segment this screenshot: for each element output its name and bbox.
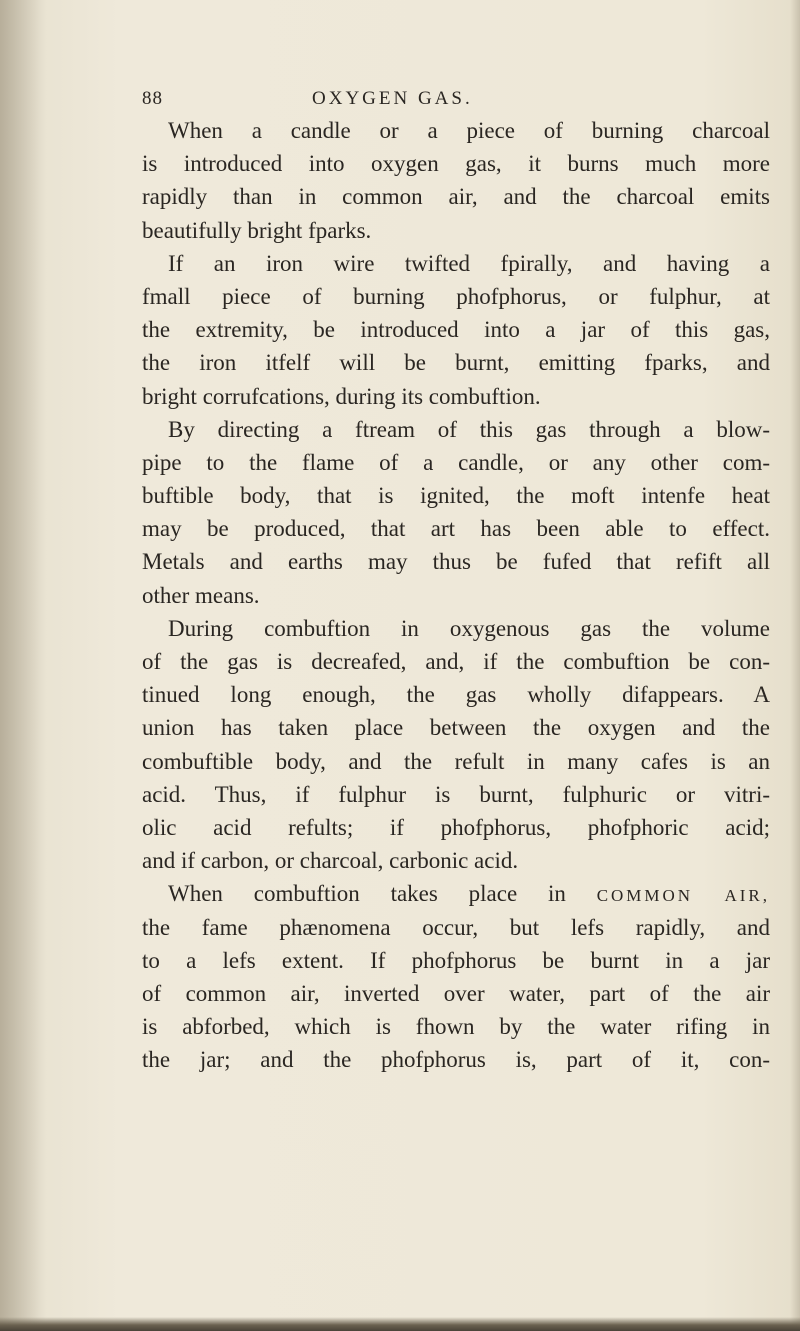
text-line: of the gas is decreafed, and, if the combuftion be con- xyxy=(142,649,770,674)
text-line: pipe to the flame of a candle, or any other com- xyxy=(142,449,770,475)
text-line: and if carbon, or charcoal, carbonic acid. xyxy=(142,848,519,874)
text-line: During combuftion in oxygenous gas the volume xyxy=(168,615,770,641)
text-line: Metals and earths may thus be fufed that refift all xyxy=(142,549,770,575)
page-bottom-edge xyxy=(0,1317,800,1331)
body-text xyxy=(142,114,770,1076)
binding-shadow xyxy=(0,0,46,1331)
text-line: of common air, inverted over water, part of the air xyxy=(142,980,770,1006)
text-line: other means. xyxy=(142,582,260,608)
text-line: to a lefs extent. If phofphorus be burnt in a jar xyxy=(142,947,770,973)
text-line: the iron itfelf will be burnt, emitting fparks, and xyxy=(142,350,770,376)
text-line: may be produced, that art has been able to effect. xyxy=(142,516,770,542)
text-line xyxy=(142,877,770,910)
text-line: is abforbed, which is fhown by the water rifing in xyxy=(142,1014,770,1040)
text-line: the fame phænomena occur, but lefs rapidly, and xyxy=(142,914,770,940)
text-line: is introduced into oxygen gas, it burns much more xyxy=(142,151,770,177)
smallcaps-phrase: COMMON AIR, xyxy=(596,886,770,906)
text-run: When combuftion takes place in xyxy=(168,881,597,907)
text-line: buftible body, that is ignited, the moft intenfe heat xyxy=(142,483,770,509)
text-line: fmall piece of burning phofphorus, or fulphur, at xyxy=(142,283,770,309)
text-line: the jar; and the phofphorus is, part of it, con- xyxy=(142,1047,770,1073)
text-line: rapidly than in common air, and the charcoal emits xyxy=(142,184,770,210)
text-line: tinued long enough, the gas wholly difappears. A xyxy=(142,682,770,708)
text-line: the extremity, be introduced into a jar of this gas, xyxy=(142,317,770,343)
text-line: beautifully bright fparks. xyxy=(142,217,372,243)
text-line: bright corrufcations, during its combuftion. xyxy=(142,383,541,409)
text-line: combuftible body, and the refult in many cafes is an xyxy=(142,748,770,774)
text-line: If an iron wire twifted fpirally, and having a xyxy=(168,250,770,276)
text-line: When a candle or a piece of burning charcoal xyxy=(168,118,770,143)
running-head: OXYGEN GAS. xyxy=(312,88,473,109)
page-number: 88 xyxy=(142,88,163,109)
text-line: By directing a ftream of this gas through a blow- xyxy=(168,416,770,442)
page-header xyxy=(142,88,762,112)
text-line: union has taken place between the oxygen and the xyxy=(142,715,770,741)
text-line: olic acid refults; if phofphorus, phofphoric acid; xyxy=(142,814,770,840)
text-line: acid. Thus, if fulphur is burnt, fulphuric or vitri- xyxy=(142,781,770,807)
